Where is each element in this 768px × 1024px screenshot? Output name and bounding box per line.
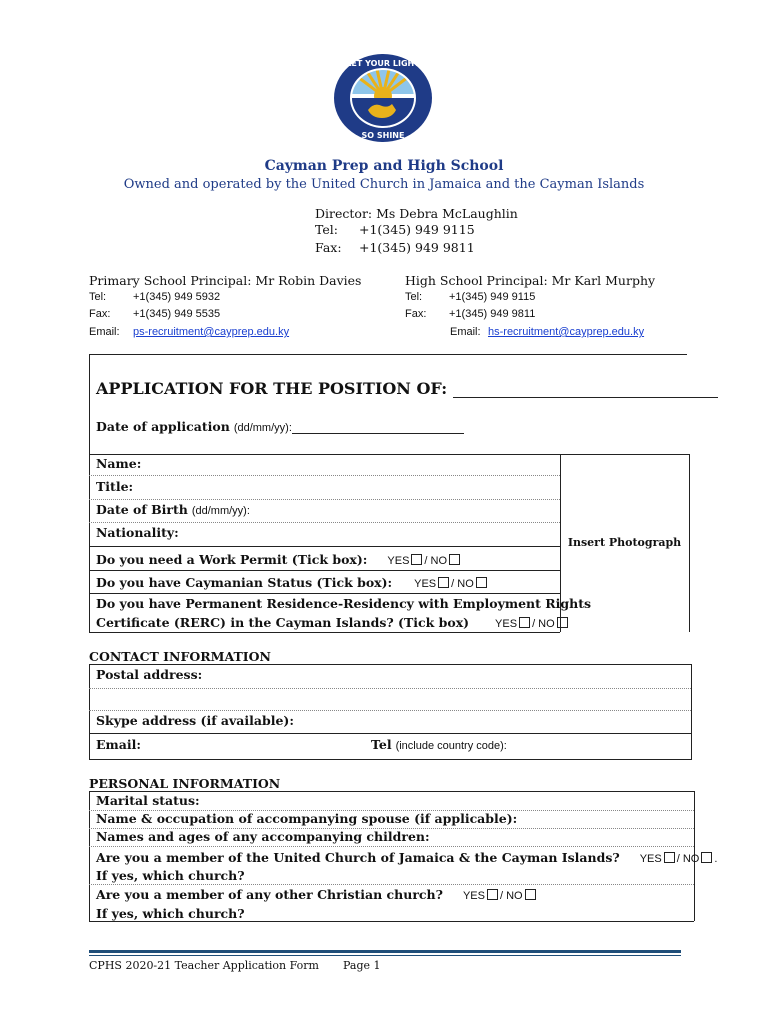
caymanian-row — [96, 575, 489, 590]
nationality-field[interactable]: Nationality: — [96, 525, 179, 540]
primary-tel-label: Tel: — [89, 291, 107, 303]
united-church-yes-checkbox[interactable] — [664, 852, 675, 863]
footer-page-number: Page 1 — [343, 959, 381, 972]
divider — [89, 522, 560, 523]
other-church-no-checkbox[interactable] — [525, 889, 536, 900]
rerc-no-checkbox[interactable] — [557, 617, 568, 628]
rerc-yes-label: YES — [495, 618, 518, 630]
divider — [89, 593, 560, 594]
united-church-no-label: / NO — [676, 853, 700, 865]
contact-bottom — [89, 759, 692, 760]
united-church-no-checkbox[interactable] — [701, 852, 712, 863]
work-permit-no-checkbox[interactable] — [449, 554, 460, 565]
date-of-application — [96, 419, 464, 434]
section-left-rule — [89, 354, 90, 632]
other-church-row — [96, 887, 538, 902]
date-format: (dd/mm/yy): — [233, 422, 292, 434]
high-tel-label: Tel: — [405, 291, 423, 303]
work-permit-row — [96, 552, 462, 567]
date-blank[interactable] — [292, 421, 464, 434]
primary-email-link[interactable]: ps-recruitment@cayprep.edu.ky — [133, 326, 290, 338]
contact-right — [691, 664, 692, 760]
rerc-no-label: / NO — [532, 618, 555, 630]
which-church-field-1[interactable]: If yes, which church? — [96, 868, 245, 883]
united-church-yes-label: YES — [639, 853, 662, 865]
contact-top — [89, 664, 692, 665]
contact-heading: CONTACT INFORMATION — [89, 649, 271, 664]
name-field[interactable]: Name: — [96, 456, 142, 471]
primary-principal: Primary School Principal: Mr Robin Davies — [89, 273, 362, 288]
caymanian-no-checkbox[interactable] — [476, 577, 487, 588]
dob-format: (dd/mm/yy): — [191, 505, 250, 517]
date-label: Date of application — [96, 419, 230, 434]
box-bottom — [89, 632, 560, 633]
skype-field[interactable]: Skype address (if available): — [96, 713, 294, 728]
high-principal: High School Principal: Mr Karl Murphy — [405, 273, 656, 288]
position-label — [96, 379, 718, 398]
work-permit-yes-checkbox[interactable] — [411, 554, 422, 565]
school-subtitle: Owned and operated by the United Church in Jamaica and the Cayman Islands — [123, 177, 645, 192]
high-fax: +1(345) 949 9811 — [449, 308, 536, 320]
director: Director: Ms Debra McLaughlin — [315, 206, 518, 221]
svg-text:SO SHINE: SO SHINE — [361, 131, 405, 140]
work-permit-no-label: / NO — [424, 555, 448, 567]
contact-tel-field[interactable] — [371, 737, 507, 752]
rerc-question-line1: Do you have Permanent Residence-Residency with Employment Rights — [96, 596, 592, 611]
tel-label: Tel — [371, 737, 392, 752]
rerc-yes-checkbox[interactable] — [519, 617, 530, 628]
caymanian-yes-label: YES — [414, 578, 437, 590]
divider — [89, 546, 560, 547]
united-church-question: Are you a member of the United Church of Jamaica & the Cayman Islands? — [96, 850, 620, 865]
divider — [89, 846, 694, 847]
caymanian-question: Do you have Caymanian Status (Tick box): — [96, 575, 393, 590]
high-email-link[interactable]: hs-recruitment@cayprep.edu.ky — [488, 326, 645, 338]
footer-rule-thin — [89, 955, 681, 956]
footer-rule — [89, 950, 681, 953]
caymanian-yes-checkbox[interactable] — [438, 577, 449, 588]
primary-tel: +1(345) 949 5932 — [133, 291, 221, 303]
contact-email-field[interactable]: Email: — [96, 737, 141, 752]
tel-note: (include country code): — [395, 740, 507, 752]
divider — [89, 570, 560, 571]
rerc-row — [96, 615, 570, 630]
primary-fax: +1(345) 949 5535 — [133, 308, 221, 320]
personal-heading: PERSONAL INFORMATION — [89, 776, 281, 791]
marital-status-field[interactable]: Marital status: — [96, 793, 200, 808]
primary-email-label: Email: — [89, 326, 120, 338]
children-field[interactable]: Names and ages of any accompanying children: — [96, 829, 430, 844]
footer-form-name: CPHS 2020-21 Teacher Application Form — [89, 959, 319, 972]
director-tel-label: Tel: — [315, 222, 338, 237]
dob-field[interactable] — [96, 502, 250, 517]
director-fax-label: Fax: — [315, 240, 342, 255]
box-right-outer — [689, 454, 690, 632]
personal-top — [89, 791, 694, 792]
divider — [89, 475, 560, 476]
high-fax-label: Fax: — [405, 308, 427, 320]
insert-photograph[interactable]: Insert Photograph — [567, 536, 682, 549]
personal-bottom — [89, 921, 694, 922]
school-name: Cayman Prep and High School — [264, 158, 504, 174]
position-label-text: APPLICATION FOR THE POSITION OF: — [96, 379, 448, 398]
divider — [89, 688, 691, 689]
united-church-row — [96, 850, 717, 865]
other-church-yes-label: YES — [462, 890, 485, 902]
divider — [89, 499, 560, 500]
which-church-field-2[interactable]: If yes, which church? — [96, 906, 245, 921]
divider — [89, 733, 691, 734]
work-permit-yes-label: YES — [387, 555, 410, 567]
other-church-no-label: / NO — [499, 890, 523, 902]
box-top — [89, 454, 689, 455]
section-top-rule — [89, 354, 687, 355]
title-field[interactable]: Title: — [96, 479, 134, 494]
primary-fax-label: Fax: — [89, 308, 111, 320]
other-church-yes-checkbox[interactable] — [487, 889, 498, 900]
rerc-question-line2: Certificate (RERC) in the Cayman Islands? (Tick box) — [96, 615, 470, 630]
director-tel: +1(345) 949 9115 — [359, 222, 475, 237]
postal-address-field[interactable]: Postal address: — [96, 667, 203, 682]
position-blank[interactable] — [453, 383, 718, 398]
high-email-label: Email: — [450, 326, 481, 338]
other-church-question: Are you a member of any other Christian church? — [96, 887, 443, 902]
spouse-field[interactable]: Name & occupation of accompanying spouse (if applicable): — [96, 811, 518, 826]
caymanian-no-label: / NO — [451, 578, 474, 590]
contact-left — [89, 664, 90, 760]
dob-label: Date of Birth — [96, 502, 188, 517]
school-crest-logo — [332, 52, 434, 144]
work-permit-question: Do you need a Work Permit (Tick box): — [96, 552, 368, 567]
united-church-tail: . — [714, 853, 718, 865]
high-tel: +1(345) 949 9115 — [449, 291, 536, 303]
divider — [89, 884, 694, 885]
svg-text:LET YOUR LIGHT: LET YOUR LIGHT — [346, 59, 420, 68]
director-fax: +1(345) 949 9811 — [359, 240, 475, 255]
divider — [89, 710, 691, 711]
